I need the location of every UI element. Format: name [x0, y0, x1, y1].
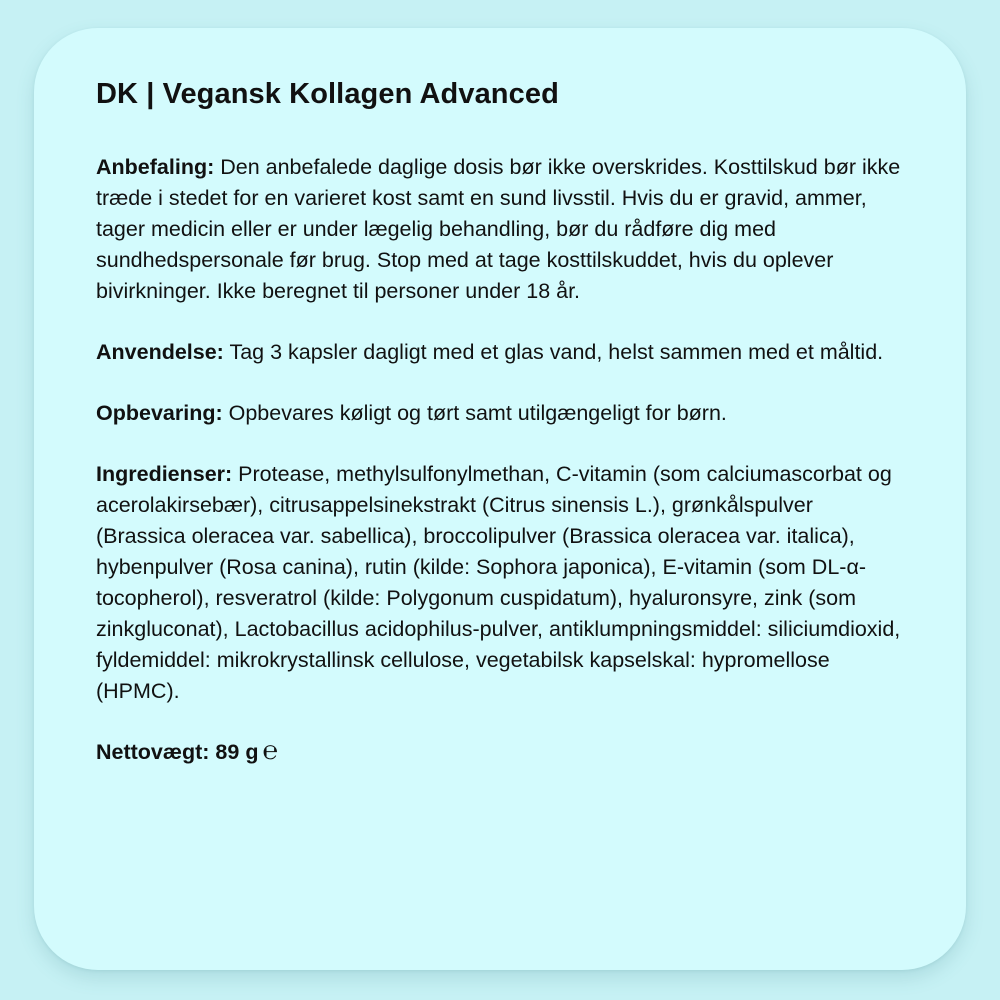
recommendation-text: Den anbefalede daglige dosis bør ikke overskrides. Kosttilskud bør ikke træde i stedet for en varieret kost samt en sund livsstil. Hvis du er gravid, ammer, tager medicin eller er under lægelig behandling, bør du rådføre dig med sundhedspersonale før brug. Stop med at tage kosttilskuddet, hvis du oplever bivirkninger. Ikke beregnet til personer under 18 år.	[96, 155, 901, 303]
usage-label: Anvendelse:	[96, 340, 224, 364]
ingredients-label: Ingredienser:	[96, 462, 233, 486]
storage-label: Opbevaring:	[96, 401, 223, 425]
info-card	[34, 28, 966, 970]
estimated-sign-icon: ℮	[262, 736, 279, 766]
product-title: DK | Vegansk Kollagen Advanced	[96, 78, 559, 110]
usage-text: Tag 3 kapsler dagligt med et glas vand, helst sammen med et måltid.	[223, 340, 884, 364]
ingredients-text: Protease, methylsulfonylmethan, C-vitamin (som calciumascorbat og acerolakirsebær), citrusappelsinekstrakt (Citrus sinensis L.), grønkålspulver (Brassica oleracea var. sabellica), broccolipulver (Brassica oleracea var. italica), hybenpulver (Rosa canina), rutin (kilde: Sophora japonica), E-vitamin (som DL-α-tocopherol), resveratrol (kilde: Polygonum cuspidatum), hyaluronsyre, zink (som zinkgluconat), Lactobacillus acidophilus-pulver, antiklumpningsmiddel: siliciumdioxid, fyldemiddel: mikrokrystallinsk cellulose, vegetabilsk kapselskal: hypromellose (HPMC).	[96, 462, 901, 703]
net-weight	[96, 737, 906, 768]
recommendation-paragraph	[96, 152, 906, 307]
ingredients-paragraph	[96, 459, 906, 707]
recommendation-label: Anbefaling:	[96, 155, 215, 179]
net-weight-label: Nettovægt: 89 g	[96, 740, 259, 764]
storage-paragraph	[96, 398, 906, 429]
storage-text: Opbevares køligt og tørt samt utilgængeligt for børn.	[222, 401, 727, 425]
card-content	[96, 76, 906, 790]
usage-paragraph	[96, 337, 906, 368]
